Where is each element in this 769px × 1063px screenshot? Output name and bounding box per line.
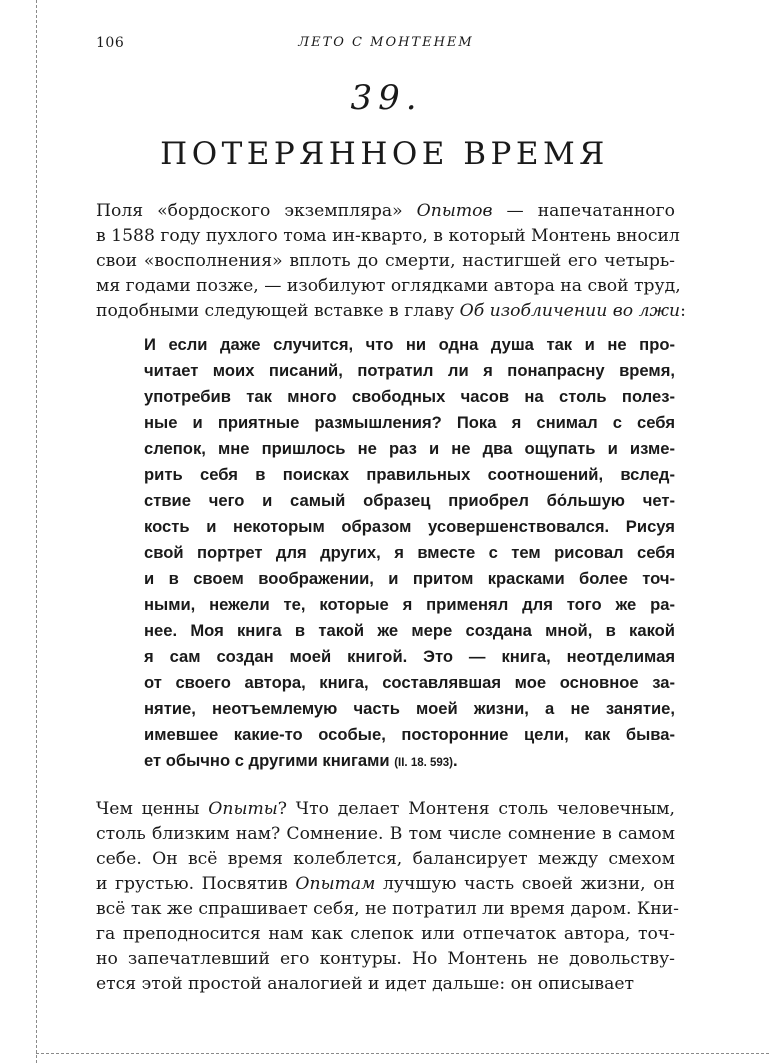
second-paragraph-line [96, 822, 675, 847]
intro-paragraph-line [96, 274, 681, 299]
running-head-title: ЛЕТО С МОНТЕНЕМ [298, 35, 474, 50]
crop-mark-bottom [36, 1053, 769, 1054]
quote-line: ными, нежели те, которые я применял для того же ра- [144, 595, 675, 614]
quote-end-mark: . [453, 751, 458, 770]
text-run: ? Что делает Монтеня столь человечным, [277, 799, 675, 819]
quote-line: нятие, неотъемлемую часть моей жизни, а не занятие, [144, 699, 675, 718]
quote-line: нее. Моя книга в такой же мере создана мной, в какой [144, 621, 675, 640]
text-run: лучшую часть своей жизни, он [375, 874, 675, 894]
quote-line: свой портрет для других, я вместе с тем рисовал себя [144, 543, 675, 562]
quote-last-line-text: ет обычно с другими книгами [144, 751, 390, 770]
quote-line: ные и приятные размышления? Пока я снимал с себя [144, 413, 675, 432]
italic-title: Об изобличении во лжи [459, 301, 681, 321]
quote-line: и в своем воображении, и притом красками более точ- [144, 569, 675, 588]
second-paragraph-line [96, 872, 675, 897]
chapter-title: ПОТЕРЯННОЕ ВРЕМЯ [160, 136, 609, 172]
quote-line: я сам создан моей книгой. Это — книга, неотделимая [144, 647, 675, 666]
text-run: в 1588 году пухлого тома ин-кварто, в который Монтень вносил [96, 226, 680, 246]
quote-line: кость и некоторым образом усовершенствовался. Рисуя [144, 517, 675, 536]
quote-line: рить себя в поисках правильных соотношений, вслед- [144, 465, 675, 484]
text-run: столь близким нам? Сомнение. В том числе сомнение в самом [96, 824, 675, 844]
second-paragraph [96, 797, 679, 997]
quote-line: читает моих писаний, потратил ли я понапрасну время, [144, 361, 675, 380]
quote-line: слепок, мне пришлось не раз и не два ощупать и изме- [144, 439, 675, 458]
second-paragraph-line [96, 797, 675, 822]
second-paragraph-line [96, 897, 679, 922]
text-run: га преподносится нам как слепок или отпечаток автора, точ- [96, 924, 675, 944]
text-run: ется этой простой аналогией и идет дальше: он описывает [96, 974, 635, 994]
text-run: но запечатлевший его контуры. Но Монтень не довольству- [96, 949, 675, 969]
text-run: себе. Он всё время колеблется, балансирует между смехом [96, 849, 675, 869]
second-paragraph-line [96, 947, 675, 972]
quote-line: от своего автора, книга, составлявшая мое основное за- [144, 673, 675, 692]
quote-last-line [144, 748, 675, 776]
text-run: Чем ценны [96, 799, 209, 819]
italic-title: Опыты [208, 799, 278, 819]
quote-line: употребив так много свободных часов на столь полез- [144, 387, 675, 406]
text-run: : [680, 301, 686, 321]
quote-line: ствие чего и самый образец приобрел бо́льшую чет- [144, 491, 675, 510]
text-run: подобными следующей вставке в главу [96, 301, 460, 321]
text-run: всё так же спрашивает себя, не потратил ли время даром. Кни- [96, 899, 679, 919]
montaigne-quote [144, 332, 675, 776]
chapter-number: 39. [350, 78, 423, 118]
text-run: — напечатанного [492, 201, 676, 221]
intro-paragraph [96, 199, 686, 324]
intro-paragraph-line [96, 224, 680, 249]
text-run: мя годами позже, — изобилуют оглядками автора на свой труд, [96, 276, 681, 296]
second-paragraph-line [96, 922, 675, 947]
second-paragraph-line [96, 847, 675, 872]
italic-title: Опытам [295, 874, 376, 894]
intro-paragraph-line [96, 199, 675, 224]
text-run: Поля «бордоского экземпляра» [96, 201, 417, 221]
running-head [96, 35, 676, 55]
italic-title: Опытов [416, 201, 493, 221]
quote-citation: (II. 18. 593) [394, 757, 454, 769]
intro-paragraph-line [96, 299, 686, 324]
text-run: и грустью. Посвятив [96, 874, 296, 894]
quote-line: имевшее какие-то особые, посторонние цели, как быва- [144, 725, 675, 744]
text-run: свои «восполнения» вплоть до смерти, настигшей его четырь- [96, 251, 675, 271]
quote-line: И если даже случится, что ни одна душа так и не про- [144, 335, 675, 354]
page-number: 106 [96, 35, 125, 51]
intro-paragraph-line [96, 249, 675, 274]
quote-lines [144, 332, 675, 748]
second-paragraph-line [96, 972, 675, 997]
